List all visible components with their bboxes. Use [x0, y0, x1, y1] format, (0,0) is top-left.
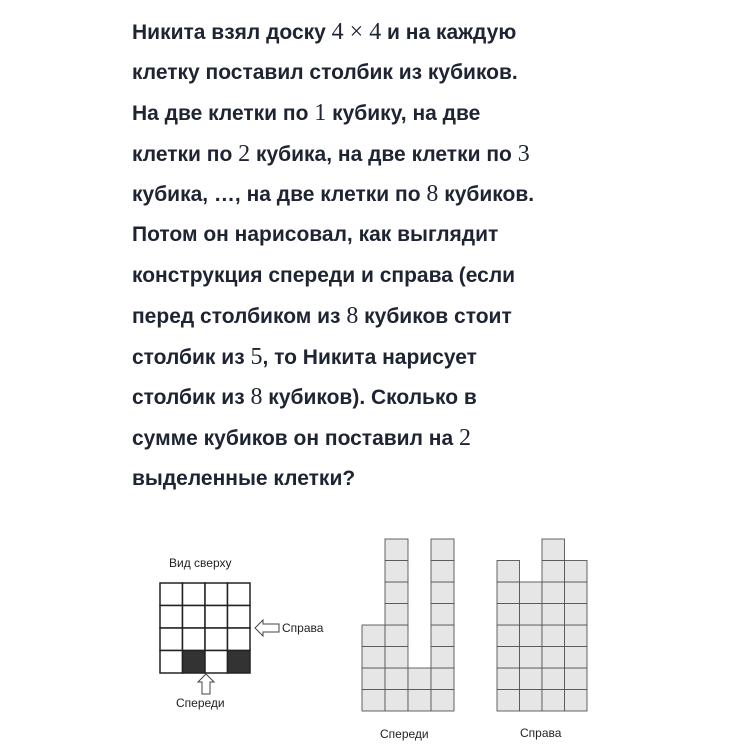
- cube: [542, 604, 565, 626]
- grid-cell: [160, 628, 183, 651]
- cube: [497, 561, 520, 583]
- cube: [542, 668, 565, 690]
- grid-cell: [205, 651, 228, 674]
- cube: [362, 668, 385, 690]
- cube: [385, 625, 408, 647]
- grid-cell: [160, 651, 183, 674]
- text: кубику, на две: [326, 102, 481, 126]
- grid-cell: [228, 628, 251, 651]
- cube: [497, 604, 520, 626]
- math: 3: [517, 140, 530, 167]
- cube: [408, 690, 431, 712]
- text: кубиков). Сколько в: [262, 386, 477, 410]
- grid-cell: [205, 583, 228, 606]
- text: клетки по: [132, 142, 239, 166]
- cube: [565, 561, 588, 583]
- right-view-caption: Справа: [520, 726, 562, 740]
- grid-cell: [228, 583, 251, 606]
- text: кубиков.: [438, 183, 535, 207]
- cube: [497, 582, 520, 604]
- cube: [542, 690, 565, 712]
- cube: [385, 582, 408, 604]
- front-view-caption: Спереди: [380, 727, 429, 741]
- cube: [542, 561, 565, 583]
- math: 2: [238, 140, 251, 167]
- cube: [565, 582, 588, 604]
- cube: [565, 647, 588, 669]
- right-arrow-icon: [255, 620, 279, 636]
- problem-line-12: выделенные клетки?: [132, 466, 356, 490]
- cube: [431, 625, 454, 647]
- cube: [520, 690, 543, 712]
- cube: [431, 647, 454, 669]
- cube: [431, 561, 454, 583]
- top-view-label: Вид сверху: [169, 556, 232, 570]
- problem-line-2: клетку поставил столбик из кубиков.: [132, 60, 518, 84]
- math: 5: [250, 343, 263, 370]
- right-arrow-label: Справа: [282, 621, 324, 635]
- cube: [431, 539, 454, 561]
- cube: [497, 690, 520, 712]
- highlighted-cell: [228, 651, 251, 674]
- grid-cell: [205, 628, 228, 651]
- cube: [431, 668, 454, 690]
- grid-cell: [160, 583, 183, 606]
- cube: [408, 668, 431, 690]
- front-arrow-label: Спереди: [176, 696, 225, 710]
- cube: [385, 604, 408, 626]
- cube: [497, 668, 520, 690]
- highlighted-cell: [183, 651, 206, 674]
- cube: [520, 582, 543, 604]
- grid-cell: [183, 606, 206, 629]
- math: 1: [314, 100, 327, 127]
- grid-cell: [228, 606, 251, 629]
- text: , то Никита нарисует: [262, 345, 477, 369]
- math: 8: [250, 384, 263, 411]
- cube: [385, 561, 408, 583]
- cube: [385, 647, 408, 669]
- text: сумме кубиков он поставил на: [132, 426, 459, 450]
- cube: [542, 539, 565, 561]
- cube: [385, 690, 408, 712]
- cube: [431, 582, 454, 604]
- up-arrow-icon: [198, 674, 214, 694]
- problem-line-7: конструкция спереди и справа (если: [132, 263, 516, 287]
- text: столбик из: [132, 345, 251, 369]
- cube: [565, 604, 588, 626]
- grid-cell: [205, 606, 228, 629]
- text: кубика, на две клетки по: [250, 142, 518, 166]
- problem-line-6: Потом он нарисовал, как выглядит: [132, 222, 499, 246]
- cube: [520, 625, 543, 647]
- cube: [385, 668, 408, 690]
- math: 4 × 4: [331, 19, 382, 45]
- cube: [565, 625, 588, 647]
- cube: [542, 625, 565, 647]
- cube: [362, 647, 385, 669]
- math: 2: [458, 424, 471, 451]
- text: Никита взял доску: [132, 21, 332, 44]
- text: кубиков стоит: [358, 305, 512, 329]
- right-view-columns: [497, 539, 587, 711]
- cube: [497, 647, 520, 669]
- math: 8: [426, 181, 439, 208]
- cube: [565, 668, 588, 690]
- cube: [497, 625, 520, 647]
- cube: [520, 604, 543, 626]
- cube: [385, 539, 408, 561]
- cube: [542, 582, 565, 604]
- cube: [565, 690, 588, 712]
- cube: [431, 690, 454, 712]
- cube: [542, 647, 565, 669]
- text: перед столбиком из: [132, 305, 347, 329]
- grid-cell: [183, 628, 206, 651]
- front-view-columns: [362, 539, 454, 711]
- cube: [362, 625, 385, 647]
- cube: [431, 604, 454, 626]
- math: 8: [346, 303, 359, 330]
- cube: [520, 647, 543, 669]
- grid-cell: [160, 606, 183, 629]
- cube: [520, 668, 543, 690]
- grid-cell: [183, 583, 206, 606]
- cube: [362, 690, 385, 712]
- text: На две клетки по: [132, 102, 315, 126]
- top-view-grid: [160, 583, 250, 673]
- text: столбик из: [132, 386, 251, 410]
- text: кубика, …, на две клетки по: [132, 183, 427, 207]
- text: и на каждую: [381, 21, 517, 44]
